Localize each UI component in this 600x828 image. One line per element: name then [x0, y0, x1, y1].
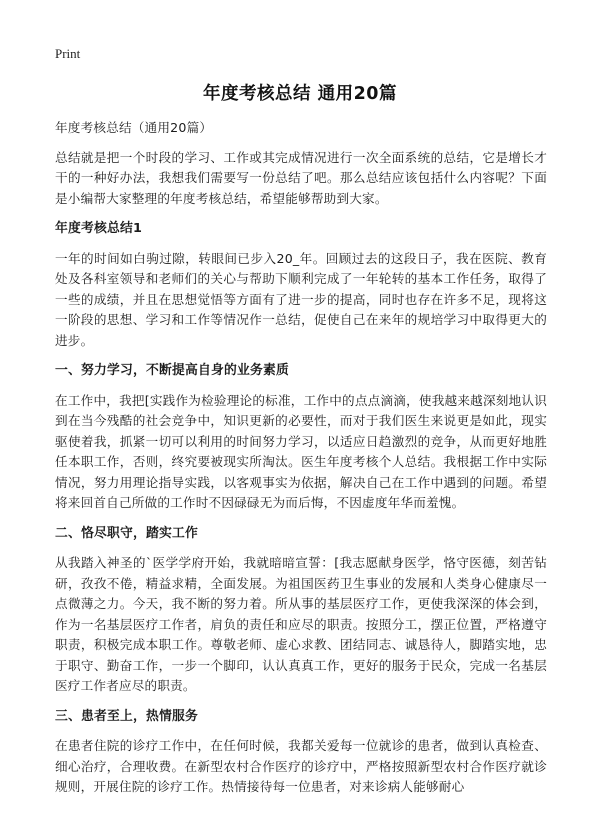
print-label: Print	[55, 46, 81, 61]
document-title: 年度考核总结 通用20篇	[203, 84, 397, 104]
section-heading-3: 二、恪尽职守，踏实工作	[55, 525, 198, 541]
section-paragraph-4: 在患者住院的诊疗工作中，在任何时候，我都关爱每一位就诊的患者，做到认真检查、细心治疗，合理收费。在新型农村合作医疗的诊疗中，严格按照新型农村合作医疗就诊规则，开展住院的诊疗工作。热情接待每一位患者，对来诊病人能够耐心	[55, 738, 547, 794]
section-paragraph-1: 一年的时间如白驹过隙，转眼间已步入20_年。回顾过去的这段日子，我在医院、教育处及各科室领导和老师们的关心与帮助下顺利完成了一年轮转的基本工作任务，取得了一些的成绩，并且在思想觉悟等方面有了进一步的提高，同时也存在许多不足，现将这一阶段的思想、学习和工作等情况作一总结，促使自己在来年的规培学习中取得更大的进步。	[55, 250, 547, 348]
section-paragraph-2: 在工作中，我把[实践作为检验理论的标准，工作中的点点滴滴，使我越来越深刻地认识到在当今残酷的社会竞争中，知识更新的必要性，而对于我们医生来说更是如此，现实驱使着我，抓紧一切可以利用的时间努力学习，以适应日趋激烈的竞争，从而更好地胜任本职工作，否则，终究要被现实所淘汰。医生年度考核个人总结。我根据工作中实际情况，努力用理论指导实践，以客观事实为依据，解决自己在工作中遇到的问题。希望将来回首自己所做的工作时不因碌碌无为而后悔，不因虚度年华而羞愧。	[55, 392, 547, 510]
document-body	[55, 118, 547, 808]
section-heading-4: 三、患者至上，热情服务	[55, 708, 198, 724]
document-subtitle: 年度考核总结（通用20篇）	[55, 120, 213, 135]
intro-paragraph: 总结就是把一个时段的学习、工作或其完成情况进行一次全面系统的总结，它是增长才干的一种好办法，我想我们需要写一份总结了吧。那么总结应该包括什么内容呢？下面是小编帮大家整理的年度考核总结，希望能够帮助到大家。	[55, 149, 547, 206]
section-paragraph-3: 从我踏入神圣的`医学学府开始，我就暗暗宣誓：[我志愿献身医学，恪守医德，刻苦钻研，孜孜不倦，精益求精，全面发展。为祖国医药卫生事业的发展和人类身心健康尽一点微薄之力。今天，我不断的努力着。所从事的基层医疗工作，更使我深深的体会到，作为一名基层医疗工作者，肩负的责任和应尽的职责。按照分工，摆正位置，严格遵守职责，积极完成本职工作。尊敬老师、虚心求教、团结同志、诚恳待人，脚踏实地，忠于职守、勤奋工作，一步一个脚印，认认真真工作，更好的服务于民众，完成一名基层医疗工作者应尽的职责。	[55, 555, 547, 693]
section-heading-2: 一、努力学习，不断提高自身的业务素质	[55, 363, 289, 378]
section-heading-1: 年度考核总结1	[55, 221, 143, 236]
